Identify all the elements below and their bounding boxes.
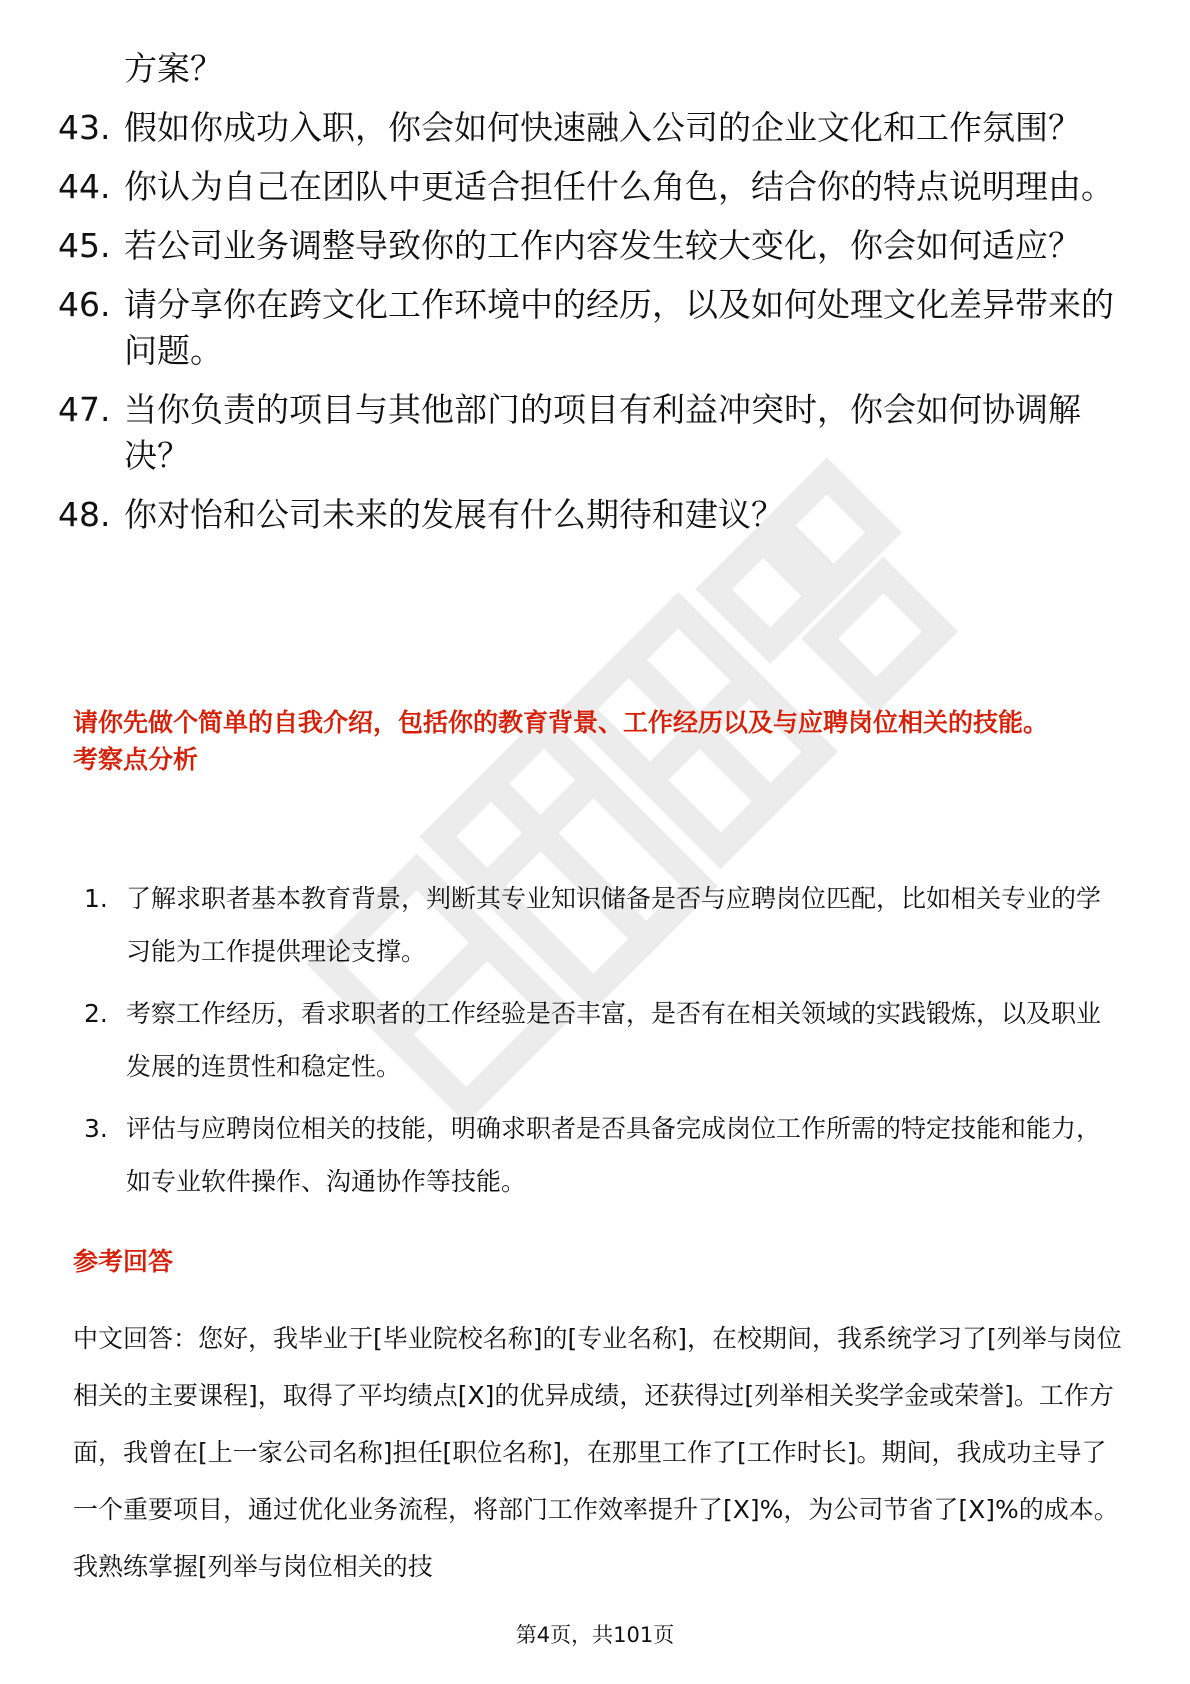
question-number: 47. bbox=[58, 390, 111, 429]
reference-heading: 参考回答 bbox=[73, 1247, 174, 1276]
question-text: 当你负责的项目与其他部门的项目有利益冲突时，你会如何协调解决？ bbox=[124, 390, 1081, 475]
reference-answer: 中文回答：您好，我毕业于[毕业院校名称]的[专业名称]，在校期间，我系统学习了[列举与岗位相关的主要课程]，取得了平均绩点[X]的优异成绩，还获得过[列举相关奖学金或荣誉]。工作方面，我曾在[上一家公司名称]担任[职位名称]，在那里工作了[工作时长]。期间，我成功主导了一个重要项目，通过优化业务流程，将部门工作效率提升了[X]%，为公司节省了[X]%的成本。我熟练掌握[列举与岗位相关的技 bbox=[73, 1324, 1122, 1581]
analysis-point bbox=[84, 872, 1124, 978]
question-number: 43. bbox=[58, 108, 111, 147]
featured-question: 请你先做个简单的自我介绍，包括你的教育背景、工作经历以及与应聘岗位相关的技能。 bbox=[73, 708, 1049, 737]
analysis-heading: 考察点分析 bbox=[73, 745, 199, 774]
question-number: 48. bbox=[58, 495, 111, 534]
analysis-point bbox=[84, 987, 1124, 1093]
question-item bbox=[58, 223, 1138, 269]
point-number: 3. bbox=[84, 1114, 108, 1143]
point-number: 2. bbox=[84, 999, 108, 1028]
question-item bbox=[58, 492, 1138, 538]
question-item bbox=[58, 164, 1138, 210]
question-text: 假如你成功入职，你会如何快速融入公司的企业文化和工作氛围？ bbox=[124, 108, 1081, 147]
point-number: 1. bbox=[84, 884, 108, 913]
point-text: 考察工作经历，看求职者的工作经验是否丰富，是否有在相关领域的实践锻炼，以及职业发展的连贯性和稳定性。 bbox=[126, 999, 1102, 1081]
analysis-point bbox=[84, 1102, 1124, 1208]
question-item bbox=[58, 387, 1138, 479]
question-number: 44. bbox=[58, 167, 111, 206]
question-number: 46. bbox=[58, 285, 111, 324]
point-text: 了解求职者基本教育背景，判断其专业知识储备是否与应聘岗位匹配，比如相关专业的学习能为工作提供理论支撑。 bbox=[126, 884, 1102, 966]
analysis-points bbox=[84, 872, 1124, 1217]
question-text: 若公司业务调整导致你的工作内容发生较大变化，你会如何适应？ bbox=[124, 226, 1081, 265]
point-text: 评估与应聘岗位相关的技能，明确求职者是否具备完成岗位工作所需的特定技能和能力，如专业软件操作、沟通协作等技能。 bbox=[126, 1114, 1102, 1196]
question-continuation: 方案？ bbox=[124, 49, 223, 88]
page-footer: 第4页，共101页 bbox=[515, 1623, 675, 1647]
question-item bbox=[58, 282, 1138, 374]
question-item bbox=[58, 105, 1138, 151]
question-text: 请分享你在跨文化工作环境中的经历，以及如何处理文化差异带来的问题。 bbox=[124, 285, 1114, 370]
question-list bbox=[58, 46, 1138, 538]
question-text: 你对怡和公司未来的发展有什么期待和建议？ bbox=[124, 495, 784, 534]
question-text: 你认为自己在团队中更适合担任什么角色，结合你的特点说明理由。 bbox=[124, 167, 1114, 206]
question-number: 45. bbox=[58, 226, 111, 265]
